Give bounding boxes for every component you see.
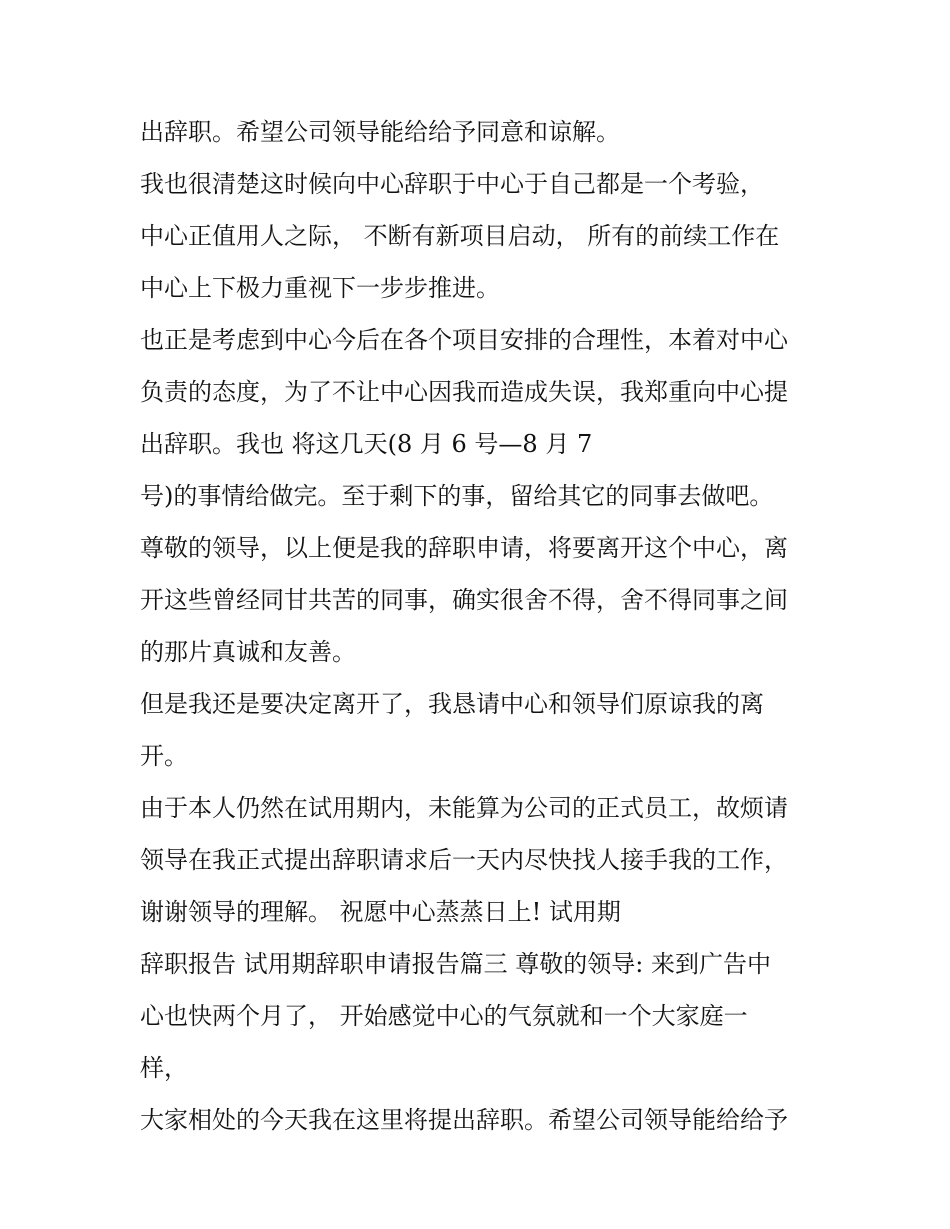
text-line: 开这些曾经同甘共苦的同事，确实很舍不得，舍不得同事之间 bbox=[140, 586, 788, 614]
text-line: 出辞职。希望公司领导能给给予同意和谅解。 bbox=[140, 118, 620, 146]
text-line: 谢谢领导的理解。 祝愿中心蒸蒸日上! 试用期 bbox=[140, 898, 621, 926]
text-line: 负责的态度，为了不让中心因我而造成失误，我郑重向中心提 bbox=[140, 378, 788, 406]
document-body bbox=[140, 106, 840, 1146]
text-line: 领导在我正式提出辞职请求后一天内尽快找人接手我的工作， bbox=[140, 846, 788, 874]
text-line: 的那片真诚和友善。 bbox=[140, 638, 356, 666]
text-line: 尊敬的领导，以上便是我的辞职申请，将要离开这个中心，离 bbox=[140, 534, 788, 562]
text-line: 我也很清楚这时候向中心辞职于中心于自己都是一个考验， bbox=[140, 170, 764, 198]
text-line: 但是我还是要决定离开了，我恳请中心和领导们原谅我的离 bbox=[140, 690, 764, 718]
text-line: 号)的事情给做完。至于剩下的事，留给其它的同事去做吧。 bbox=[140, 482, 774, 510]
text-line: 中心上下极力重视下一步步推进。 bbox=[140, 274, 500, 302]
text-line: 样， bbox=[140, 1054, 188, 1082]
text-line: 辞职报告 试用期辞职申请报告篇三 尊敬的领导: 来到广告中 bbox=[140, 950, 771, 978]
text-line: 也正是考虑到中心今后在各个项目安排的合理性，本着对中心 bbox=[140, 326, 788, 354]
text-line: 出辞职。我也 将这几天(8 月 6 号—8 月 7 bbox=[140, 430, 593, 458]
text-line: 开。 bbox=[140, 742, 188, 770]
text-line: 心也快两个月了， 开始感觉中心的气氛就和一个大家庭一 bbox=[140, 1002, 748, 1030]
text-line: 大家相处的今天我在这里将提出辞职。希望公司领导能给给予 bbox=[140, 1106, 788, 1134]
text-line: 中心正值用人之际， 不断有新项目启动， 所有的前续工作在 bbox=[140, 222, 780, 250]
text-line: 由于本人仍然在试用期内，未能算为公司的正式员工，故烦请 bbox=[140, 794, 788, 822]
